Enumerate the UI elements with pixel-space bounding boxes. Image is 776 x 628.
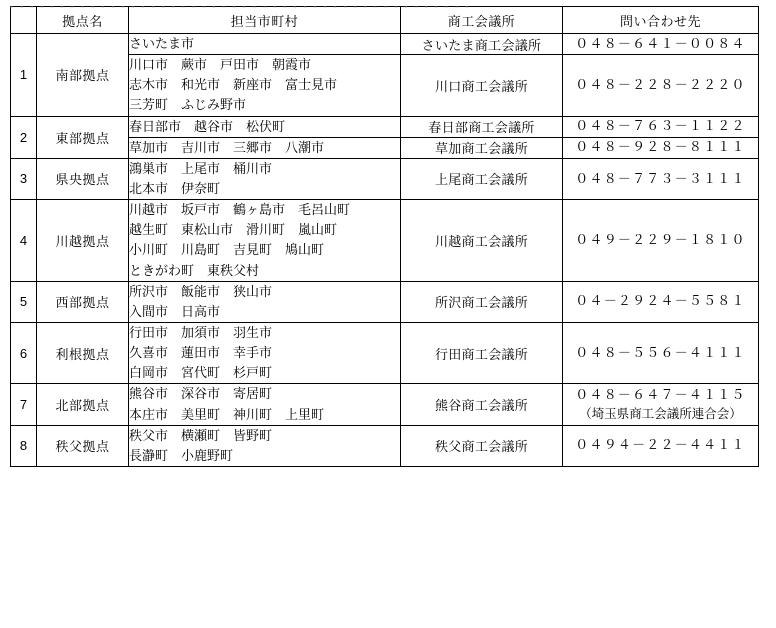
contact-cell [563, 200, 759, 282]
table-body [11, 34, 759, 467]
municipality-line: 秩父市 横瀬町 皆野町 [129, 427, 273, 443]
base-name: 西部拠点 [37, 281, 129, 322]
base-name: 県央拠点 [37, 158, 129, 199]
row-number: 4 [11, 200, 37, 282]
contact-cell [563, 137, 759, 158]
municipality-line: 北本市 伊奈町 [129, 180, 221, 196]
row-number: 2 [11, 116, 37, 158]
chamber-of-commerce-cell: 所沢商工会議所 [401, 281, 563, 322]
header-municipalities: 担当市町村 [129, 7, 401, 34]
phone-number: ０４８－７７３－３１１１ [575, 170, 746, 186]
row-number: 1 [11, 34, 37, 117]
table-row [11, 200, 759, 282]
municipality-line: 三芳町 ふじみ野市 [129, 97, 247, 113]
municipality-line: 志木市 和光市 新座市 富士見市 [129, 77, 338, 93]
base-name: 利根拠点 [37, 322, 129, 383]
municipality-line: 草加市 吉川市 三郷市 八潮市 [129, 139, 325, 155]
header-chamber-of-commerce: 商工会議所 [401, 7, 563, 34]
top-dashed-rule [10, 2, 758, 13]
contact-cell [563, 425, 759, 466]
municipality-line: 行田市 加須市 羽生市 [129, 324, 273, 340]
row-number: 5 [11, 281, 37, 322]
contact-cell [563, 322, 759, 383]
row-number: 6 [11, 322, 37, 383]
row-number: 7 [11, 384, 37, 425]
document-page [0, 2, 776, 628]
base-name: 秩父拠点 [37, 425, 129, 466]
phone-number: ０４８－２２８－２２２０ [575, 76, 746, 92]
municipality-line: 川口市 蕨市 戸田市 朝霞市 [129, 57, 312, 73]
row-number: 8 [11, 425, 37, 466]
municipality-line: 熊谷市 深谷市 寄居町 [129, 386, 273, 402]
municipality-line: 久喜市 蓮田市 幸手市 [129, 345, 273, 361]
municipality-line: 所沢市 飯能市 狭山市 [129, 283, 273, 299]
municipality-line: 春日部市 越谷市 松伏町 [129, 118, 286, 134]
phone-number: ０４９４－２２－４４１１ [575, 437, 746, 453]
contact-cell [563, 158, 759, 199]
base-name: 南部拠点 [37, 34, 129, 117]
phone-number: ０４９－２２９－１８１０ [575, 231, 746, 247]
chamber-of-commerce-cell: 川口商工会議所 [401, 55, 563, 116]
table-row [11, 158, 759, 199]
municipalities-cell [129, 137, 401, 158]
chamber-of-commerce-cell: 春日部商工会議所 [401, 116, 563, 137]
municipality-line: 川越市 坂戸市 鶴ヶ島市 毛呂山町 [129, 202, 351, 218]
table-row [11, 322, 759, 383]
table-row [11, 384, 759, 425]
municipalities-cell [129, 55, 401, 116]
row-number: 3 [11, 158, 37, 199]
contact-cell [563, 55, 759, 116]
municipalities-cell [129, 384, 401, 425]
base-name: 川越拠点 [37, 200, 129, 282]
municipalities-cell [129, 200, 401, 282]
chamber-of-commerce-cell: さいたま商工会議所 [401, 34, 563, 55]
chamber-of-commerce-cell: 草加商工会議所 [401, 137, 563, 158]
municipality-line: ときがわ町 東秩父村 [129, 262, 260, 278]
chamber-of-commerce-cell: 秩父商工会議所 [401, 425, 563, 466]
base-name: 北部拠点 [37, 384, 129, 425]
municipality-line: 長瀞町 小鹿野町 [129, 447, 234, 463]
contact-cell [563, 116, 759, 137]
dashed-line: - - - - - - - - - - - - - - - - - - - - - - - - - - - - - - - - - - - - - - - - - - - - - - [10, 2, 471, 13]
municipalities-cell [129, 158, 401, 199]
chamber-of-commerce-cell: 川越商工会議所 [401, 200, 563, 282]
phone-number: ０４－２９２４－５５８１ [575, 293, 746, 309]
phone-number: ０４８－６４１－００８４ [575, 35, 746, 51]
contact-cell [563, 281, 759, 322]
municipality-line: 入間市 日高市 [129, 303, 221, 319]
chamber-of-commerce-cell: 熊谷商工会議所 [401, 384, 563, 425]
municipality-line: 鴻巣市 上尾市 桶川市 [129, 160, 273, 176]
municipality-line: さいたま市 [129, 36, 195, 51]
header-contact: 問い合わせ先 [563, 7, 759, 34]
support-bases-table [10, 2, 759, 467]
base-name: 東部拠点 [37, 116, 129, 158]
chamber-of-commerce-cell: 上尾商工会議所 [401, 158, 563, 199]
table-row [11, 425, 759, 466]
municipality-line: 越生町 東松山市 滑川町 嵐山町 [129, 222, 338, 238]
phone-number: ０４８－６４７－４１１５ [575, 387, 746, 403]
contact-cell [563, 34, 759, 55]
phone-note: （埼玉県商工会議所連合会） [579, 406, 742, 421]
chamber-of-commerce-cell: 行田商工会議所 [401, 322, 563, 383]
table-row [11, 34, 759, 55]
municipality-line: 本庄市 美里町 神川町 上里町 [129, 406, 325, 422]
contact-cell [563, 384, 759, 425]
municipality-line: 小川町 川島町 吉見町 鳩山町 [129, 242, 325, 258]
municipalities-cell [129, 116, 401, 137]
municipalities-cell [129, 425, 401, 466]
phone-number: ０４８－７６３－１１２２ [575, 118, 746, 134]
municipalities-cell [129, 34, 401, 55]
municipality-line: 白岡市 宮代町 杉戸町 [129, 365, 273, 381]
phone-number: ０４８－９２８－８１１１ [575, 139, 746, 155]
phone-number: ０４８－５５６－４１１１ [575, 344, 746, 360]
table-row [11, 116, 759, 137]
municipalities-cell [129, 281, 401, 322]
municipalities-cell [129, 322, 401, 383]
table-row [11, 281, 759, 322]
header-base-name: 拠点名 [37, 7, 129, 34]
